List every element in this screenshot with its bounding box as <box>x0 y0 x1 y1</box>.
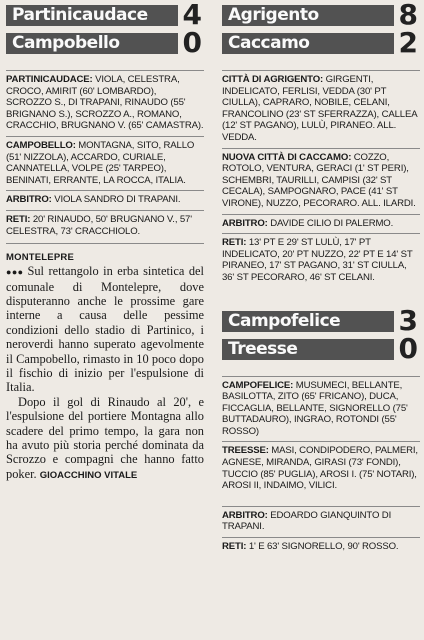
referee: ARBITRO: EDOARDO GIANQUINTO DI TRAPANI. <box>222 509 392 533</box>
article-kicker: MONTELEPRE <box>6 252 74 264</box>
divider <box>222 148 420 149</box>
team-score: 0 <box>182 26 202 59</box>
spacer <box>222 284 420 306</box>
lineup-away: TREESSE: MASI, CONDIPODERO, PALMERI, AGNESE, MIRANDA, GIRASI (73' FONDI), TUCCIO (85' PUGLIA), AROSI I. (75' NOTARI), AROSI II, INDAIMO, VILICI. <box>222 445 418 492</box>
scorebar-away <box>6 26 204 59</box>
divider <box>222 214 420 215</box>
team-name: Caccamo <box>228 33 310 53</box>
team-score: 3 <box>398 303 418 337</box>
scorebar-home <box>6 0 204 31</box>
scorebar-away-2 <box>222 331 420 365</box>
divider <box>6 190 204 191</box>
lineup-home: CAMPOFELICE: MUSUMECI, BELLANTE, BASILOTTA, ZITO (65' FRICANO), DUCA, FICCAGLIA, BELLANTE, SIGNORELLO (75' BUTTADAURO), INGRAO, ROTONDI (55' ROSSO) <box>222 379 408 437</box>
divider <box>222 70 420 71</box>
byline: GIOACCHINO VITALE <box>39 469 138 481</box>
divider <box>222 376 420 377</box>
bullet-icon: ●●● <box>6 267 24 278</box>
divider <box>222 233 420 234</box>
lineup-home: CITTÀ DI AGRIGENTO: GIRGENTI, INDELICATO, FERLISI, VEDDA (30' PT CIULLA), CAPRARO, NOBILE, CELANI, FRANCOLINO (23' ST SFERRAZZA), CALLEA (12' ST PAGANO), LULÙ, PIRANEO. ALL. VEDDA. <box>222 74 417 143</box>
team-name: Campobello <box>12 33 120 53</box>
referee: ARBITRO: VIOLA SANDRO DI TRAPANI. <box>6 194 181 206</box>
divider <box>222 537 420 538</box>
team-name: Agrigento <box>228 5 319 25</box>
divider <box>6 210 204 211</box>
team-score: 2 <box>398 26 418 59</box>
divider <box>6 70 204 71</box>
scorebar-home-2 <box>222 303 420 337</box>
divider <box>6 243 204 244</box>
divider <box>222 441 420 442</box>
divider <box>222 506 420 507</box>
team-name: Partinicaudace <box>12 5 148 25</box>
team-score: 8 <box>398 0 418 31</box>
goals: RETI: 20' RINAUDO, 50' BRUGNANO V., 57' CELESTRA, 73' CRACCHIOLO. <box>6 213 192 237</box>
scorebar-away <box>222 26 420 59</box>
referee: ARBITRO: DAVIDE CILIO DI PALERMO. <box>222 217 394 229</box>
divider <box>6 136 204 137</box>
scorebar-home <box>222 0 420 31</box>
team-name: Campofelice <box>228 310 341 331</box>
left-column <box>6 0 204 483</box>
right-column <box>222 0 420 553</box>
team-score: 0 <box>398 331 418 365</box>
team-score: 4 <box>182 0 202 31</box>
lineup-away: CAMPOBELLO: MONTAGNA, SITO, RALLO (51' NIZZOLA), ACCARDO, CURIALE, CANNATELLA, VOLPE (25' TARPEO), BENINATI, ERRANTE, LA ROCCA, ITALIA. <box>6 139 195 186</box>
goals: RETI: 1' E 63' SIGNORELLO, 90' ROSSO. <box>222 541 399 553</box>
lineup-home: PARTINICAUDACE: VIOLA, CELESTRA, CROCO, AMIRIT (60' LOMBARDO), SCROZZO S., DI TRAPANI, RINAUDO (55' BRIGNANO S.), SCROZZO A., ROMANO, CRACCHIO, BRUGNANO V. (65' CAMASTRA). <box>6 74 204 132</box>
article-paragraph-2: Dopo il gol di Rinaudo al 20', e l'espulsione del portiere Montagna allo scadere del primo tempo, la gara non ha avuto più storia perché dominata da Scrozzo e compagni che hanno fatto poker. GIOACCHINO VITALE <box>6 394 204 481</box>
article-paragraph-1: ●●● Sul rettangolo in erba sintetica del comunale di Montelepre, dove disputeranno anche le prossime gare interne a causa delle pessime condizioni dello stadio di Partinico, i neroverdi hanno superato agevolmente il Campobello, rimasto in 10 poco dopo il fischio di inizio per l'espulsione di Italia. <box>6 264 204 395</box>
goals: RETI: 13' PT E 29' ST LULÙ, 17' PT INDELICATO, 20' PT NUZZO, 22' PT E 14' ST PIRANEO, 17' ST PAGANO, 31' ST CIULLA, 36' ST PECORARO, 46' ST CELANI. <box>222 237 413 283</box>
team-name: Treesse <box>228 338 298 359</box>
lineup-away: NUOVA CITTÀ DI CACCAMO: COZZO, ROTOLO, VENTURA, GERACI (1' ST PERI), SCHEMBRI, TAURILLI, CAMPISI (32' ST CECALA), SAMPOGNARO, PACE (41' ST VIRONE), NUZZO, PECORARO. ALL. ILARDI. <box>222 151 416 209</box>
